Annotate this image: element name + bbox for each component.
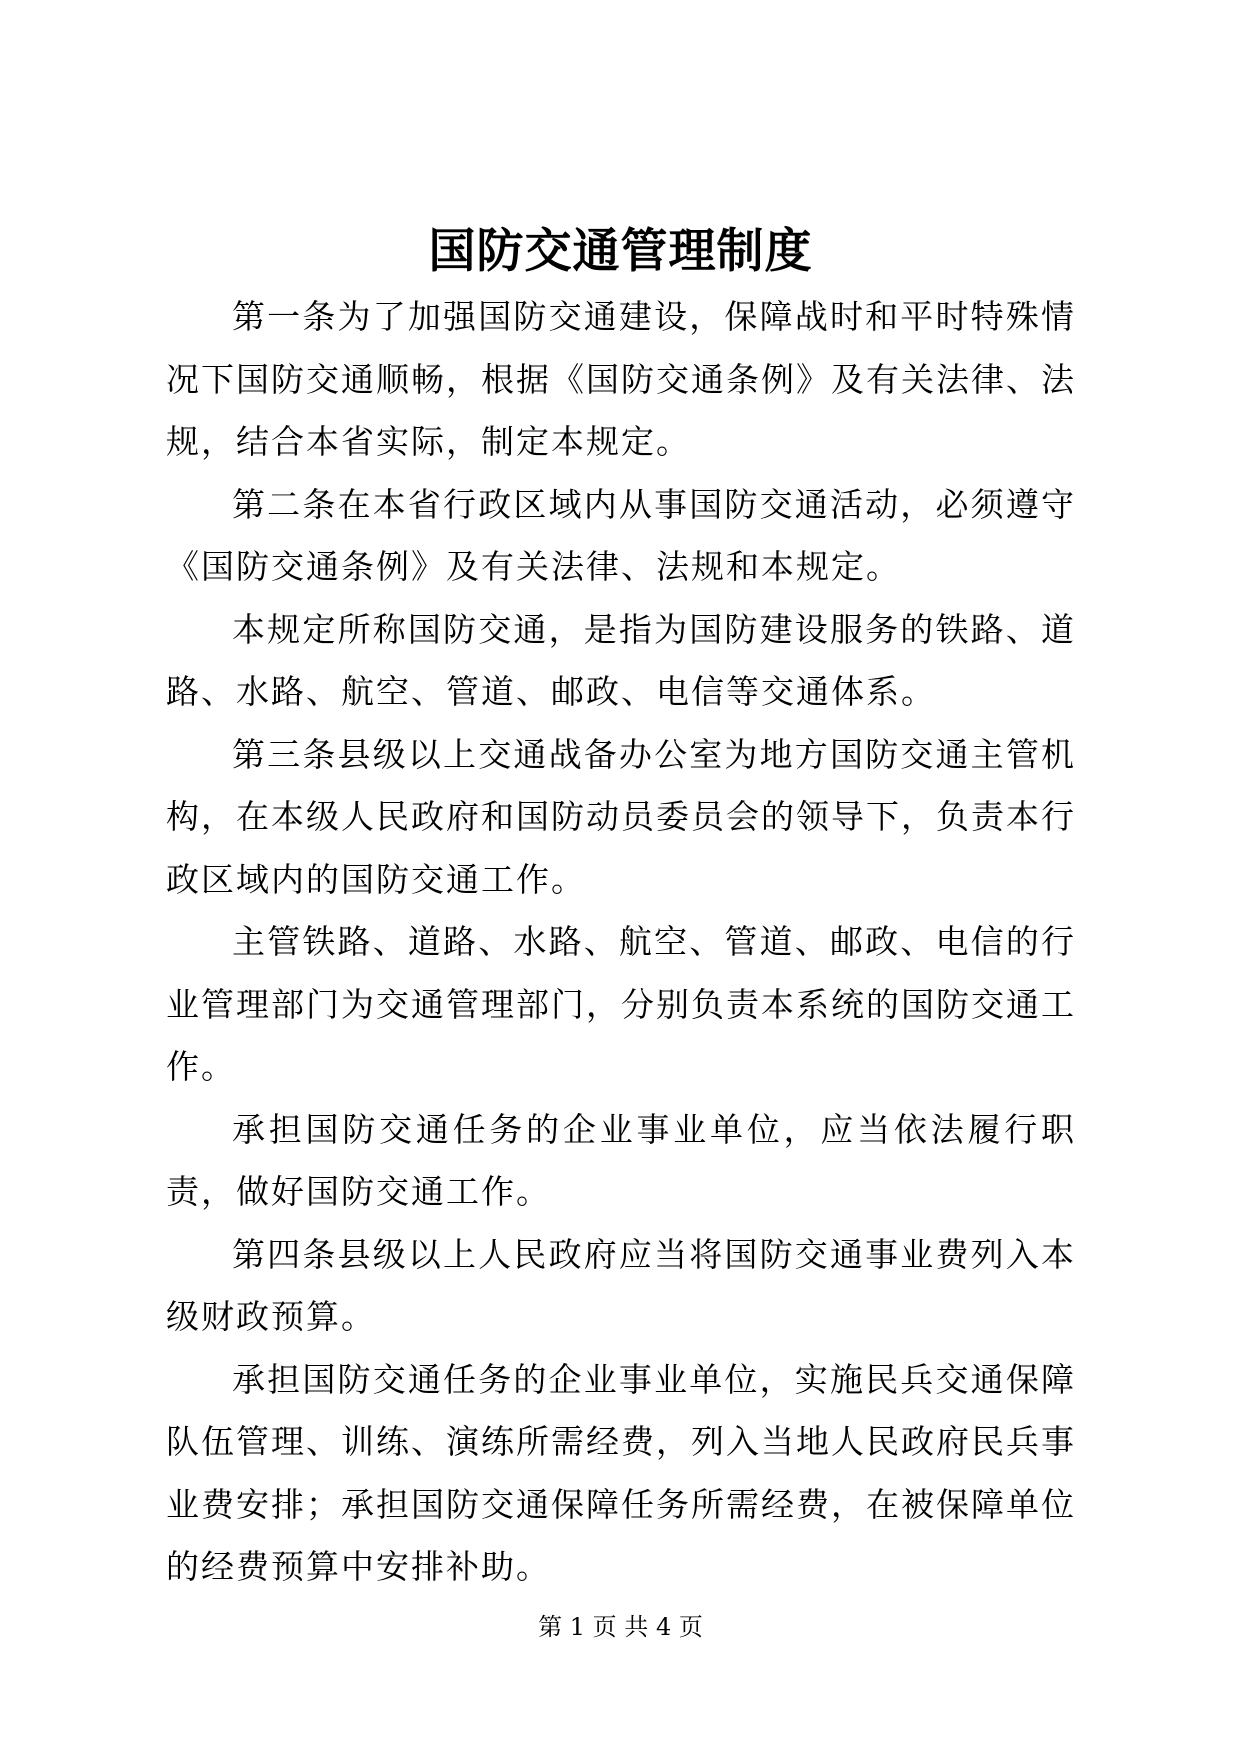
paragraph: 第二条在本省行政区域内从事国防交通活动，必须遵守《国防交通条例》及有关法律、法规和本规定。 xyxy=(166,484,1076,586)
paragraph: 第四条县级以上人民政府应当将国防交通事业费列入本级财政预算。 xyxy=(166,1234,1076,1336)
paragraph: 主管铁路、道路、水路、航空、管道、邮政、电信的行业管理部门为交通管理部门，分别负责本系统的国防交通工作。 xyxy=(166,922,1076,1086)
paragraph: 第三条县级以上交通战备办公室为地方国防交通主管机构，在本级人民政府和国防动员委员会的领导下，负责本行政区域内的国防交通工作。 xyxy=(166,734,1076,899)
document-body xyxy=(166,286,1076,1599)
paragraph: 本规定所称国防交通，是指为国防建设服务的铁路、道路、水路、航空、管道、邮政、电信等交通体系。 xyxy=(166,609,1076,711)
paragraph: 第一条为了加强国防交通建设，保障战时和平时特殊情况下国防交通顺畅，根据《国防交通条例》及有关法律、法规，结合本省实际，制定本规定。 xyxy=(166,297,1076,461)
page-number-footer: 第 1 页 共 4 页 xyxy=(538,1613,703,1641)
document-title: 国防交通管理制度 xyxy=(428,224,813,279)
paragraph: 承担国防交通任务的企业事业单位，实施民兵交通保障队伍管理、训练、演练所需经费，列入当地人民政府民兵事业费安排；承担国防交通保障任务所需经费，在被保障单位的经费预算中安排补助。 xyxy=(166,1359,1076,1586)
paragraph: 承担国防交通任务的企业事业单位，应当依法履行职责，做好国防交通工作。 xyxy=(166,1109,1076,1211)
